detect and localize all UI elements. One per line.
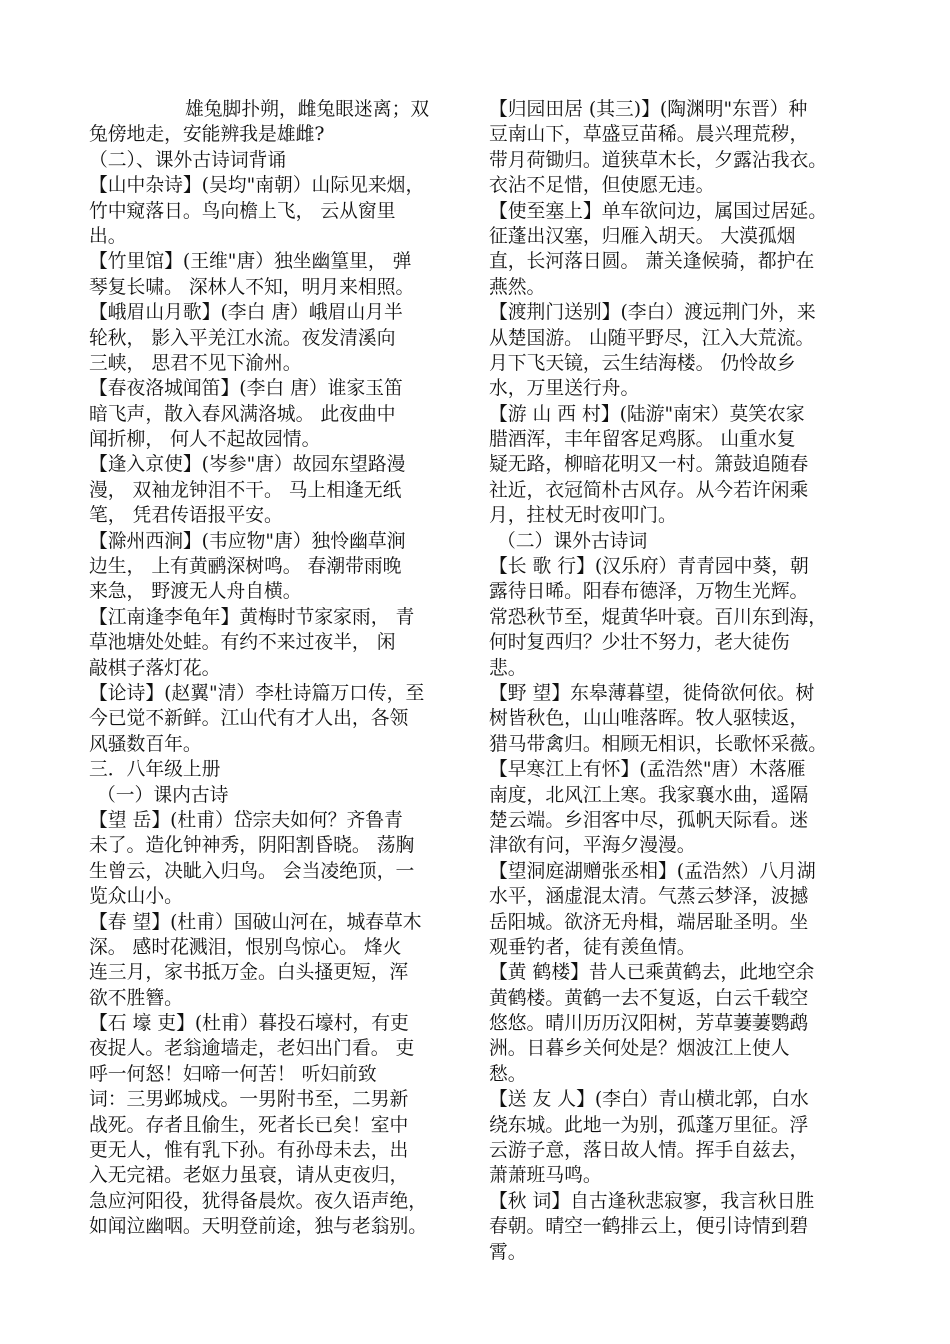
text-line: 【秋 词】自古逢秋悲寂寥，我言秋日胜 bbox=[489, 1190, 815, 1212]
text-line: 闻折柳， 何人不起故园情。 bbox=[89, 429, 321, 451]
text-line: 深。 感时花溅泪，恨别鸟惊心。 烽火 bbox=[89, 936, 402, 958]
text-line: 直，长河落日圆。 萧关逢候骑，都护在 bbox=[489, 251, 815, 273]
text-line: 楚云端。乡泪客中尽，孤帆天际看。迷 bbox=[489, 809, 809, 831]
text-line: 如闻泣幽咽。天明登前途，独与老翁别。 bbox=[89, 1216, 428, 1238]
text-line: （一）课内古诗 bbox=[97, 784, 229, 806]
text-line: 【逢入京使】(岑参"唐）故园东望路漫 bbox=[89, 454, 406, 476]
text-line: 雄兔脚扑朔，雌兔眼迷离；双 bbox=[185, 99, 430, 120]
text-line: 出。 bbox=[89, 225, 127, 247]
text-line: 急应河阳役，犹得备晨炊。夜久语声绝， bbox=[89, 1190, 428, 1212]
text-line: 愁。 bbox=[489, 1063, 527, 1085]
text-line: 露待日晞。阳春布德泽，万物生光辉。 bbox=[489, 581, 809, 603]
text-line: 岳阳城。欲济无舟楫，端居耻圣明。坐 bbox=[489, 911, 809, 933]
text-line: 风骚数百年。 bbox=[89, 733, 202, 755]
text-line: 战死。存者且偷生，死者长已矣！室中 bbox=[89, 1114, 409, 1136]
text-line: 漫， 双袖龙钟泪不干。 马上相逢无纸 bbox=[89, 479, 402, 501]
text-line: 洲。日暮乡关何处是？烟波江上使人 bbox=[489, 1038, 790, 1060]
text-line: 词：三男邺城戍。一男附书至，二男新 bbox=[89, 1089, 409, 1111]
text-line: 萧萧班马鸣。 bbox=[489, 1165, 602, 1187]
text-line: 悠悠。晴川历历汉阳树，芳草萋萋鹦鹉 bbox=[489, 1013, 809, 1035]
text-line: 生曾云，决眦入归鸟。 会当凌绝顶，一 bbox=[89, 860, 415, 882]
text-line: 【使至塞上】单车欲问边，属国过居延。 bbox=[489, 200, 828, 222]
text-line: 【滁州西涧】(韦应物"唐）独怜幽草涧 bbox=[89, 530, 406, 552]
text-line: 笔， 凭君传语报平安。 bbox=[89, 505, 283, 527]
text-line: 边生， 上有黄鹂深树鸣。 春潮带雨晚 bbox=[89, 556, 402, 578]
text-line: 【游 山 西 村】(陆游"南宋）莫笑农家 bbox=[489, 403, 805, 425]
text-line: 豆南山下，草盛豆苗稀。晨兴理荒秽， bbox=[489, 124, 809, 146]
text-line: 轮秋， 影入平羌江水流。夜发清溪向 bbox=[89, 327, 396, 349]
text-line: （二）、课外古诗词背诵 bbox=[89, 149, 287, 171]
text-line: 霄。 bbox=[489, 1241, 527, 1263]
text-line: 观垂钓者，徒有羡鱼情。 bbox=[489, 936, 696, 958]
text-line: 琴复长啸。 深林人不知，明月来相照。 bbox=[89, 276, 415, 298]
text-line: 【春夜洛城闻笛】(李白 唐）谁家玉笛 bbox=[89, 378, 403, 400]
text-line: 悲。 bbox=[489, 657, 527, 679]
text-line: 三．八年级上册 bbox=[89, 759, 221, 781]
text-line: 今已觉不新鲜。江山代有才人出，各领 bbox=[89, 708, 409, 730]
text-line: 水，万里送行舟。 bbox=[489, 378, 640, 400]
text-line: 春朝。晴空一鹤排云上，便引诗情到碧 bbox=[489, 1216, 809, 1238]
text-line: 【野 望】东皋薄暮望，徙倚欲何依。树 bbox=[489, 682, 815, 704]
text-line: 征蓬出汉塞，归雁入胡天。 大漠孤烟 bbox=[489, 225, 796, 247]
text-line: 月，拄杖无时夜叩门。 bbox=[489, 505, 677, 527]
text-line: 【早寒江上有怀】(孟浩然"唐）木落雁 bbox=[489, 759, 806, 781]
text-line: 入无完裙。老妪力虽衰，请从吏夜归， bbox=[89, 1165, 409, 1187]
text-line: 衣沾不足惜，但使愿无违。 bbox=[489, 175, 715, 197]
text-line: 兔傍地走，安能辨我是雄雌? bbox=[89, 124, 325, 146]
text-line: 【望洞庭湖赠张丞相】(孟浩然）八月湖 bbox=[489, 860, 816, 882]
text-line: 呼一何怒！妇啼一何苦！ 听妇前致 bbox=[89, 1063, 377, 1085]
text-line: 津欲有问，平海夕漫漫。 bbox=[489, 835, 696, 857]
text-line: 竹中窥落日。鸟向檐上飞， 云从窗里 bbox=[89, 200, 396, 222]
text-line: 何时复西归？少壮不努力，老大徒伤 bbox=[489, 632, 790, 654]
text-line: 【春 望】(杜甫）国破山河在，城春草木 bbox=[89, 911, 422, 933]
text-line: 欲不胜簪。 bbox=[89, 987, 183, 1009]
text-line: 月下飞天镜，云生结海楼。 仍怜故乡 bbox=[489, 352, 796, 374]
text-line: 南度，北风江上寒。我家襄水曲，遥隔 bbox=[489, 784, 809, 806]
text-line: 黄鹤楼。黄鹤一去不复返，白云千载空 bbox=[489, 987, 809, 1009]
text-line: 水平，涵虚混太清。气蒸云梦泽，波撼 bbox=[489, 886, 809, 908]
text-line: 敲棋子落灯花。 bbox=[89, 657, 221, 679]
text-line: 树皆秋色，山山唯落晖。牧人驱犊返， bbox=[489, 708, 809, 730]
text-line: （二）课外古诗词 bbox=[497, 530, 648, 552]
right-text-column bbox=[489, 97, 871, 1265]
text-line: 【峨眉山月歌】(李白 唐）峨眉山月半 bbox=[89, 302, 403, 324]
text-line: 常恐秋节至，焜黄华叶衰。百川东到海， bbox=[489, 606, 828, 628]
text-line: 未了。造化钟神秀，阴阳割昏晓。 荡胸 bbox=[89, 835, 415, 857]
text-line: 云游子意，落日故人情。挥手自兹去， bbox=[489, 1140, 809, 1162]
text-line: 【送 友 人】(李白）青山横北郭，白水 bbox=[489, 1089, 809, 1111]
text-line: 【长 歌 行】(汉乐府）青青园中葵，朝 bbox=[489, 556, 809, 578]
text-line: 【论诗】(赵翼"清）李杜诗篇万口传，至 bbox=[89, 682, 425, 704]
text-line: 【望 岳】(杜甫）岱宗夫如何？齐鲁青 bbox=[89, 809, 403, 831]
text-line: 【归园田居 (其三)】(陶渊明"东晋）种 bbox=[489, 99, 808, 120]
text-line: 三峡， 思君不见下渝州。 bbox=[89, 352, 302, 374]
text-line: 来急， 野渡无人舟自横。 bbox=[89, 581, 302, 603]
text-line: 草池塘处处蛙。有约不来过夜半， 闲 bbox=[89, 632, 396, 654]
text-line: 疑无路，柳暗花明又一村。箫鼓追随春 bbox=[489, 454, 809, 476]
text-line: 览众山小。 bbox=[89, 886, 183, 908]
text-line: 更无人，惟有乳下孙。有孙母未去，出 bbox=[89, 1140, 409, 1162]
text-line: 社近，衣冠简朴古风存。从今若许闲乘 bbox=[489, 479, 809, 501]
text-line: 【黄 鹤楼】昔人已乘黄鹤去，此地空余 bbox=[489, 962, 815, 984]
text-line: 夜捉人。老翁逾墙走，老妇出门看。 吏 bbox=[89, 1038, 415, 1060]
text-line: 绕东城。此地一为别，孤蓬万里征。浮 bbox=[489, 1114, 809, 1136]
text-line: 猎马带禽归。相顾无相识，长歌怀采薇。 bbox=[489, 733, 828, 755]
text-line: 连三月，家书抵万金。白头搔更短，浑 bbox=[89, 962, 409, 984]
text-line: 【江南逢李龟年】黄梅时节家家雨， 青 bbox=[89, 606, 415, 628]
text-line: 【石 壕 吏】(杜甫）暮投石壕村，有吏 bbox=[89, 1013, 409, 1035]
left-text-column bbox=[89, 97, 471, 1240]
text-line: 【竹里馆】(王维"唐）独坐幽篁里， 弹 bbox=[89, 251, 412, 273]
text-line: 暗飞声，散入春风满洛城。 此夜曲中 bbox=[89, 403, 396, 425]
text-line: 【山中杂诗】(吴均"南朝）山际见来烟， bbox=[89, 175, 425, 197]
text-line: 【渡荆门送别】(李白）渡远荆门外，来 bbox=[489, 302, 816, 324]
text-line: 燕然。 bbox=[489, 276, 546, 298]
text-line: 带月荷锄归。道狭草木长，夕露沾我衣。 bbox=[489, 149, 828, 171]
text-line: 腊酒浑，丰年留客足鸡豚。 山重水复 bbox=[489, 429, 796, 451]
text-line: 从楚国游。 山随平野尽，江入大荒流。 bbox=[489, 327, 815, 349]
